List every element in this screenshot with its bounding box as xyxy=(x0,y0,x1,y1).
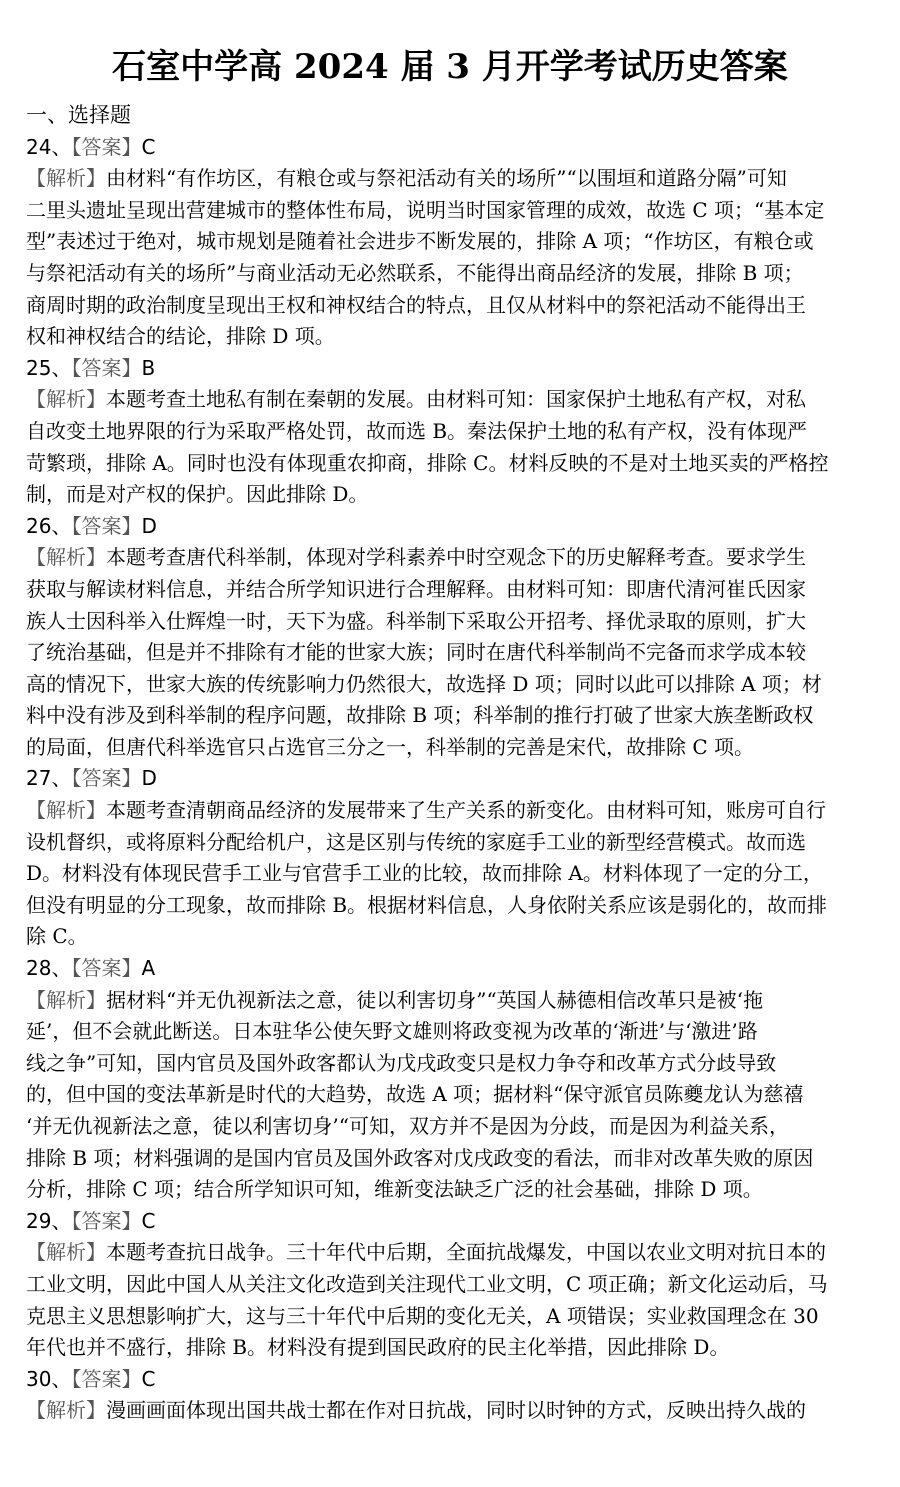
analysis-line xyxy=(26,1269,878,1301)
analysis-line xyxy=(26,985,878,1017)
analysis-text: 的，但中国的变法革新是时代的大趋势，故选 A 项；据材料“保守派官员陈夔龙认为慈禧 xyxy=(26,1082,804,1107)
analysis-line xyxy=(26,384,878,416)
analysis-text: 本题考查土地私有制在秦朝的发展。由材料可知：国家保护土地私有产权，对私 xyxy=(106,387,806,412)
analysis-text: 制，而是对产权的保护。因此排除 D。 xyxy=(26,482,369,507)
analysis-tag: 【解析】 xyxy=(26,1398,106,1423)
question-header xyxy=(26,1364,878,1396)
analysis-text: 料中没有涉及到科举制的程序问题，故排除 B 项；科举制的推行打破了世家大族垄断政权 xyxy=(26,703,814,728)
question-header xyxy=(26,511,878,543)
analysis-line xyxy=(26,195,878,227)
analysis-line xyxy=(26,1237,878,1269)
answer-letter: B xyxy=(141,355,156,380)
analysis-text: 设机督织，或将原料分配给机户，这是区别与传统的家庭手工业的新型经营模式。故而选 xyxy=(26,829,806,854)
analysis-text: 但没有明显的分工现象，故而排除 B。根据材料信息，人身依附关系应该是弱化的，故而排 xyxy=(26,892,828,917)
analysis-line xyxy=(26,637,878,669)
analysis-text: 获取与解读材料信息，并结合所学知识进行合理解释。由材料可知：即唐代清河崔氏因家 xyxy=(26,576,806,601)
analysis-tag: 【解析】 xyxy=(26,987,106,1012)
analysis-line xyxy=(26,163,878,195)
answer-tag: 【答案】 xyxy=(71,1208,142,1233)
analysis-line xyxy=(26,732,878,764)
analysis-line xyxy=(26,416,878,448)
question-header xyxy=(26,1206,878,1238)
analysis-text: 的局面，但唐代科举选官只占选官三分之一，科举制的完善是宋代，故排除 C 项。 xyxy=(26,734,755,759)
analysis-line xyxy=(26,1301,878,1333)
question-number: 27、 xyxy=(26,766,72,791)
question-header xyxy=(26,953,878,985)
analysis-line xyxy=(26,1016,878,1048)
analysis-text: 年代也并不盛行，排除 B。材料没有提到国民政府的民主化举措，因此排除 D。 xyxy=(26,1335,730,1360)
analysis-text: 本题考查清朝商品经济的发展带来了生产关系的新变化。由材料可知，账房可自行 xyxy=(106,798,826,823)
question-number: 29、 xyxy=(26,1208,72,1233)
analysis-text: D。材料没有体现民营手工业与官营手工业的比较，故而排除 A。材料体现了一定的分工， xyxy=(26,861,823,886)
analysis-text: 本题考查抗日战争。三十年代中后期，全面抗战爆发，中国以农业文明对抗日本的 xyxy=(106,1240,826,1265)
answer-tag: 【答案】 xyxy=(71,956,142,981)
question-header xyxy=(26,763,878,795)
analysis-text: 二里头遗址呈现出营建城市的整体性布局，说明当时国家管理的成效，故选 C 项；“基本定 xyxy=(26,197,825,222)
analysis-text: 族人士因科举入仕辉煌一时，天下为盛。科举制下采取公开招考、择优录取的原则，扩大 xyxy=(26,608,806,633)
analysis-line xyxy=(26,827,878,859)
analysis-tag: 【解析】 xyxy=(26,166,106,191)
analysis-line xyxy=(26,669,878,701)
analysis-line xyxy=(26,290,878,322)
analysis-line xyxy=(26,1332,878,1364)
answer-tag: 【答案】 xyxy=(71,766,142,791)
analysis-line xyxy=(26,1048,878,1080)
question-block xyxy=(26,353,878,511)
page-title: 石室中学高 2024 届 3 月开学考试历史答案 xyxy=(112,47,788,87)
analysis-tag: 【解析】 xyxy=(26,1240,106,1265)
analysis-line xyxy=(26,795,878,827)
analysis-text: 除 C。 xyxy=(26,924,88,949)
answer-tag: 【答案】 xyxy=(71,134,142,159)
analysis-text: 排除 B 项；材料强调的是国内官员及国外政客对戊戌政变的看法，而非对改革失败的原因 xyxy=(26,1145,814,1170)
question-header xyxy=(26,353,878,385)
analysis-text: 由材料“有作坊区，有粮仓或与祭祀活动有关的场所”“以围垣和道路分隔”可知 xyxy=(106,166,787,191)
question-header xyxy=(26,132,878,164)
answer-letter: A xyxy=(141,956,156,981)
analysis-line xyxy=(26,321,878,353)
answer-tag: 【答案】 xyxy=(71,513,142,538)
analysis-text: 据材料“并无仇视新法之意，徒以利害切身”“英国人赫德相信改革只是被‘拖 xyxy=(106,987,764,1012)
question-block xyxy=(26,132,878,353)
analysis-line xyxy=(26,542,878,574)
analysis-line xyxy=(26,606,878,638)
question-number: 30、 xyxy=(26,1366,72,1391)
analysis-line xyxy=(26,226,878,258)
analysis-line xyxy=(26,890,878,922)
analysis-text: 线之争”可知，国内官员及国外政客都认为戊戌政变只是权力争夺和改革方式分歧导致 xyxy=(26,1050,777,1075)
analysis-text: ‘并无仇视新法之意，徒以利害切身’“可知，双方并不是因为分歧，而是因为利益关系， xyxy=(26,1114,789,1138)
question-number: 24、 xyxy=(26,134,72,159)
analysis-line xyxy=(26,1174,878,1206)
answer-letter: D xyxy=(141,513,157,538)
analysis-tag: 【解析】 xyxy=(26,545,106,570)
section-heading: 一、选择题 xyxy=(26,103,131,127)
analysis-line xyxy=(26,574,878,606)
answer-tag: 【答案】 xyxy=(71,1366,142,1391)
question-block xyxy=(26,1206,878,1364)
analysis-text: 工业文明，因此中国人从关注文化改造到关注现代工业文明，C 项正确；新文化运动后，马 xyxy=(26,1271,828,1296)
answer-letter: C xyxy=(141,1208,156,1233)
question-number: 25、 xyxy=(26,355,72,380)
question-block xyxy=(26,953,878,1206)
answer-content xyxy=(26,100,878,1427)
analysis-text: 延’，但不会就此断送。日本驻华公使矢野文雄则将政变视为改革的‘渐进’与‘激进’路 xyxy=(26,1019,758,1044)
answer-letter: C xyxy=(141,134,156,159)
analysis-text: 高的情况下，世家大族的传统影响力仍然很大，故选择 D 项；同时以此可以排除 A 项；材 xyxy=(26,671,822,696)
analysis-text: 漫画画面体现出国共战士都在作对日抗战，同时以时钟的方式，反映出持久战的 xyxy=(106,1398,806,1423)
analysis-line xyxy=(26,1111,878,1143)
analysis-line xyxy=(26,1395,878,1427)
analysis-line xyxy=(26,700,878,732)
answer-letter: C xyxy=(141,1366,156,1391)
analysis-tag: 【解析】 xyxy=(26,798,106,823)
analysis-line xyxy=(26,921,878,953)
analysis-tag: 【解析】 xyxy=(26,387,106,412)
analysis-text: 了统治基础，但是并不排除有才能的世家大族；同时在唐代科举制尚不完备而求学成本较 xyxy=(26,640,806,665)
answer-letter: D xyxy=(141,766,157,791)
answer-tag: 【答案】 xyxy=(71,355,142,380)
analysis-text: 苛繁琐，排除 A。同时也没有体现重农抑商，排除 C。材料反映的不是对土地买卖的严格控 xyxy=(26,450,829,475)
analysis-text: 分析，排除 C 项；结合所学知识可知，维新变法缺乏广泛的社会基础，排除 D 项。 xyxy=(26,1177,763,1202)
analysis-line xyxy=(26,858,878,890)
analysis-text: 权和神权结合的结论，排除 D 项。 xyxy=(26,324,335,349)
analysis-line xyxy=(26,1079,878,1111)
question-number: 26、 xyxy=(26,513,72,538)
question-list xyxy=(26,132,878,1427)
analysis-line xyxy=(26,258,878,290)
analysis-line xyxy=(26,448,878,480)
question-block xyxy=(26,511,878,764)
analysis-text: 克思主义思想影响扩大，这与三十年代中后期的变化无关，A 项错误；实业救国理念在 30 xyxy=(26,1303,819,1328)
question-block xyxy=(26,1364,878,1427)
question-number: 28、 xyxy=(26,956,72,981)
analysis-text: 自改变土地界限的行为采取严格处罚，故而选 B。秦法保护土地的私有产权，没有体现严 xyxy=(26,418,808,443)
analysis-line xyxy=(26,479,878,511)
analysis-text: 型”表述过于绝对，城市规划是随着社会进步不断发展的，排除 A 项；“作坊区，有粮仓或 xyxy=(26,229,814,254)
analysis-text: 本题考查唐代科举制，体现对学科素养中时空观念下的历史解释考查。要求学生 xyxy=(106,545,806,570)
analysis-line xyxy=(26,1143,878,1175)
analysis-text: 商周时期的政治制度呈现出王权和神权结合的特点，且仅从材料中的祭祀活动不能得出王 xyxy=(26,292,806,317)
question-block xyxy=(26,763,878,953)
analysis-text: 与祭祀活动有关的场所”与商业活动无必然联系，不能得出商品经济的发展，排除 B 项； xyxy=(26,260,804,285)
